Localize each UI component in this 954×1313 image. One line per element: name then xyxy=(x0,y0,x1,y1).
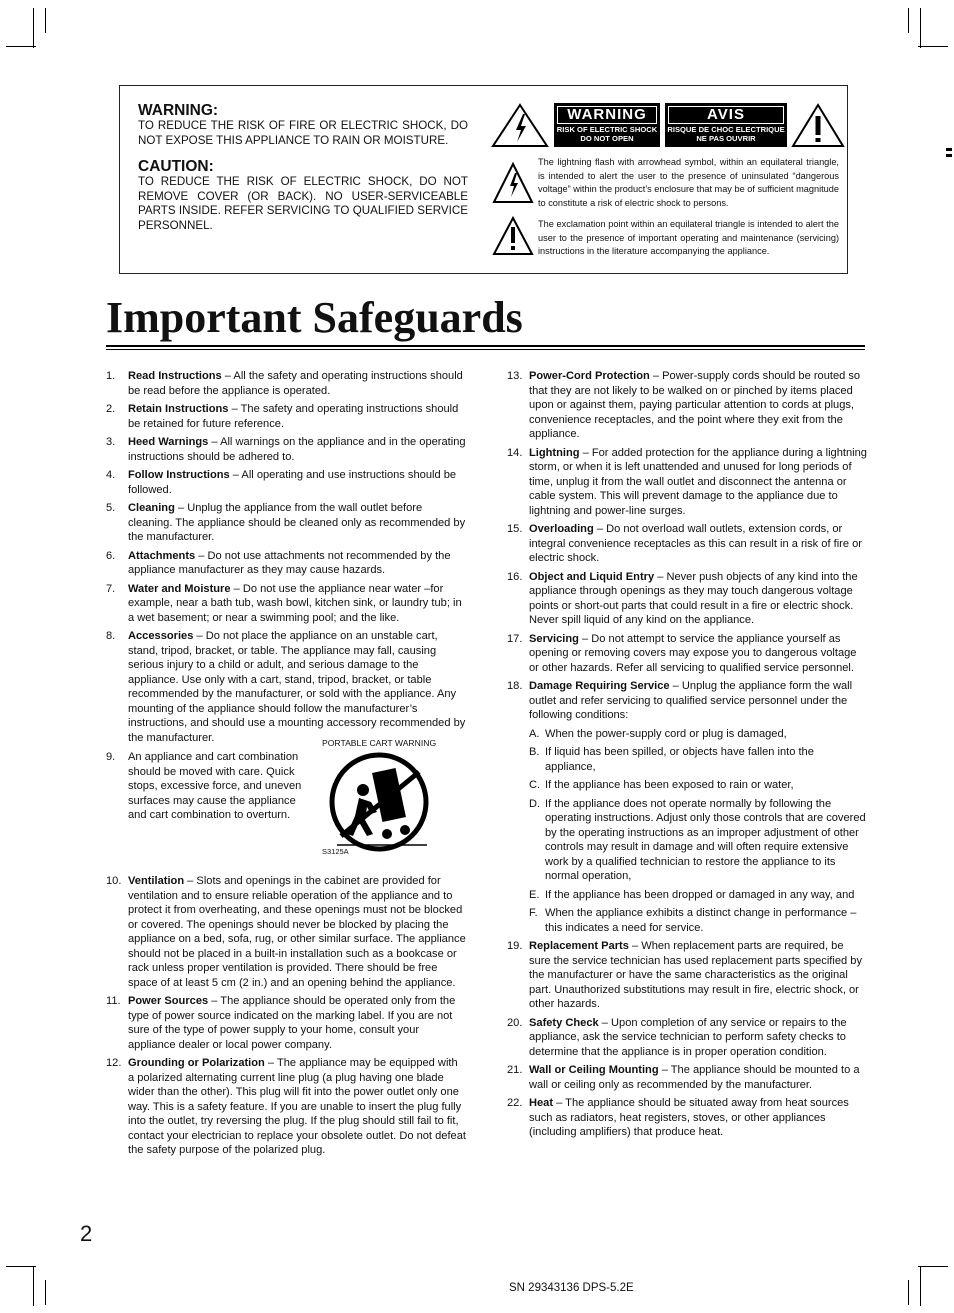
safeguard-item xyxy=(106,549,466,578)
item-text: – Do not overload wall outlets, extension cords, or integral convenience receptacles as this can result in a risk of fire or electric shock. xyxy=(529,523,862,564)
warning-text: TO REDUCE THE RISK OF FIRE OR ELECTRIC SHOCK, DO NOT EXPOSE THIS APPLIANCE TO RAIN OR MOISTURE. xyxy=(138,119,468,147)
item-title: Servicing xyxy=(529,632,579,645)
item-number: 18. xyxy=(507,680,523,692)
margin-mark xyxy=(946,154,952,157)
warning-label-title: WARNING xyxy=(557,106,657,124)
margin-mark xyxy=(946,148,952,151)
item-number: 1. xyxy=(106,370,116,382)
item-title: Damage Requiring Service xyxy=(529,680,670,692)
item-text: – Slots and openings in the cabinet are provided for ventilation and to ensure reliable operation of the appliance and to protect it from overheating, and these openings must not be blocked or covered. The openings should never be blocked by placing the appliance on a bed, sofa, rug, or other similar surface. The appliance should not be placed in a built-in installation such as a bookcase or rack unless proper ventilation is provided. There should be free space of at least 5 cm (2 in.) and an opening behind the appliance. xyxy=(128,875,466,989)
condition-letter: E. xyxy=(529,888,540,901)
item-number: 12. xyxy=(106,1057,122,1069)
item-text: – Unplug the appliance form the wall outlet and refer servicing to qualified service personnel under the following conditions: xyxy=(529,680,853,721)
exclamation-triangle-icon xyxy=(492,216,534,256)
warning-heading: WARNING: xyxy=(138,102,219,119)
safeguard-item xyxy=(106,582,466,626)
avis-label-line2: NE PAS OUVRIR xyxy=(696,134,756,143)
safeguard-item xyxy=(106,501,466,545)
item-title: Accessories xyxy=(128,630,194,642)
item-title: Read Instructions xyxy=(128,370,222,382)
right-item-list-b xyxy=(507,939,867,1140)
item-title: Power Sources xyxy=(128,995,209,1007)
left-column xyxy=(106,369,466,749)
item-text: – The appliance should be operated only from the type of power source indicated on the marking label. If you are not sure of the type of power supply to your home, consult your appliance dealer or local power company. xyxy=(128,995,456,1051)
item-text: – All the safety and operating instructions should be read before the appliance is operated. xyxy=(128,370,463,397)
item-text: – The appliance should be mounted to a wall or ceiling only as recommended by the manufacturer. xyxy=(529,1064,860,1091)
condition-item xyxy=(529,745,867,774)
item-number: 4. xyxy=(106,469,116,481)
cart-warning-icon xyxy=(327,750,431,854)
item-title: Lightning xyxy=(529,446,580,459)
item-text: – Do not place the appliance on an unstable cart, stand, tripod, bracket, or table. The appliance may fall, causing serious injury to a child or adult, and serious damage to the appliance. Use only with a cart, stand, tripod, bracket, or table recommended by the manufacturer, or sold with the appliance. Any mounting of the appliance should follow the manufacturer’s instructions, and should use a mounting accessory recommended by the manufacturer. xyxy=(128,630,466,744)
safeguard-item xyxy=(507,1096,867,1140)
item-text: – All warnings on the appliance and in the operating instructions should be adhered to. xyxy=(128,436,466,463)
item-text: – Do not use the appliance near water –for example, near a bath tub, wash bowl, kitchen sink, or laundry tub; in a wet basement; or near a swimming pool; and the like. xyxy=(128,582,462,624)
item-text: – Upon completion of any service or repairs to the appliance, ask the service technician to perform safety checks to determine that the appliance is in proper operation condition. xyxy=(529,1016,847,1058)
item-title: Water and Moisture xyxy=(128,582,231,595)
item-text: – The appliance may be equipped with a polarized alternating current line plug (a plug having one blade wider than the other). This plug will fit into the power outlet only one way. This is a safety feature. If you are unable to insert the plug fully into the outlet, try reversing the plug. If the plug should still fail to fit, contact your electrician to replace your obsolete outlet. Do not defeat the safety purpose of the polarized plug. xyxy=(128,1057,466,1156)
lightning-symbol-text: The lightning flash with arrowhead symbol, within an equilateral triangle, is intended to alert the user to the presence of uninsulated “dangerous voltage” within the product’s enclosure that may be of sufficient magnitude to constitute a risk of electric shock to persons. xyxy=(538,157,839,208)
lightning-triangle-icon xyxy=(492,162,534,204)
item-number: 22. xyxy=(507,1097,523,1109)
item-number: 11. xyxy=(106,995,121,1007)
item-text: – When replacement parts are required, be sure the service technician has used replacement parts specified by the manufacturer or have the same characteristics as the original part. Unauthorized substitutions may result in fire, electric shock, or other hazards. xyxy=(529,940,862,1010)
item-text: – The safety and operating instructions should be retained for future reference. xyxy=(128,403,459,430)
safeguard-item xyxy=(507,1063,867,1092)
item-title: Grounding or Polarization xyxy=(128,1057,265,1069)
item-text: An appliance and cart combination should be moved with care. Quick stops, excessive force, and uneven surfaces may cause the appliance and cart combination to overturn. xyxy=(128,751,302,821)
condition-letter: A. xyxy=(529,727,540,740)
title-rule xyxy=(106,345,865,347)
caution-heading: CAUTION: xyxy=(138,158,214,176)
condition-text: If the appliance does not operate normally by following the operating instructions. Adjust only those controls that are covered by the operating instructions as an improper adjustment of other controls may result in damage and will often require extensive work by a qualified technician to restore the appliance to its normal operation, xyxy=(545,797,866,882)
title-rule xyxy=(106,349,865,350)
item-text: – Power-supply cords should be routed so that they are not likely to be walked on or pinched by items placed upon or against them, paying particular attention to cords at plugs, convenience receptacles, and the point where they exit from the appliance. xyxy=(529,370,861,440)
item-text: – Unplug the appliance from the wall outlet before cleaning. The appliance should be cleaned only as recommended by the manufacturer. xyxy=(128,502,466,543)
item-number: 5. xyxy=(106,502,116,514)
item-title: Power-Cord Protection xyxy=(529,370,650,382)
safeguard-item xyxy=(507,369,867,442)
item-title: Wall or Ceiling Mounting xyxy=(529,1064,659,1076)
item-number: 15. xyxy=(507,523,523,535)
condition-text: When the appliance exhibits a distinct change in performance – this indicates a need for service. xyxy=(545,907,857,934)
item-number: 16. xyxy=(507,570,523,583)
item-number: 7. xyxy=(106,582,116,595)
condition-text: If the appliance has been dropped or damaged in any way, and xyxy=(545,888,855,901)
condition-text: When the power-supply cord or plug is damaged, xyxy=(545,727,787,740)
crop-mark xyxy=(908,8,909,33)
item-title: Follow Instructions xyxy=(128,469,230,481)
caution-text: TO REDUCE THE RISK OF ELECTRIC SHOCK, DO NOT REMOVE COVER (OR BACK). NO USER-SERVICEABLE PARTS INSIDE. REFER SERVICING TO QUALIFIED SERVICE PERSONNEL. xyxy=(138,175,468,232)
item-title: Heed Warnings xyxy=(128,436,209,448)
item-number: 8. xyxy=(106,630,116,642)
item-text: – All operating and use instructions should be followed. xyxy=(128,469,457,496)
item-number: 21. xyxy=(507,1064,523,1076)
crop-mark xyxy=(918,46,948,47)
safeguard-item xyxy=(507,679,867,723)
crop-mark xyxy=(6,1266,36,1267)
item-number: 6. xyxy=(106,549,116,562)
damage-conditions-list xyxy=(507,727,867,936)
safeguard-item xyxy=(106,994,466,1052)
item-number: 20. xyxy=(507,1016,523,1029)
safeguard-item xyxy=(106,402,466,431)
warning-label xyxy=(554,103,660,147)
item-title: Heat xyxy=(529,1097,554,1109)
condition-item xyxy=(529,797,867,884)
cart-caption: PORTABLE CART WARNING xyxy=(322,738,437,748)
item-number: 9. xyxy=(106,751,116,763)
avis-label-title: AVIS xyxy=(668,106,784,124)
footer-code: SN 29343136 DPS-5.2E xyxy=(509,1282,634,1294)
crop-mark xyxy=(908,1280,909,1305)
item-title: Ventilation xyxy=(128,875,185,887)
safeguard-item xyxy=(106,468,466,497)
safeguard-item xyxy=(507,522,867,566)
lightning-triangle-icon xyxy=(490,102,550,148)
item-number: 3. xyxy=(106,436,116,448)
item-number: 17. xyxy=(507,632,523,645)
safeguard-item xyxy=(507,632,867,676)
safeguard-item xyxy=(507,570,867,628)
safeguard-item xyxy=(106,874,466,990)
exclamation-symbol-text: The exclamation point within an equilateral triangle is intended to alert the user to the presence of important operating and maintenance (servicing) instructions in the literature accompanying the appliance. xyxy=(538,219,839,256)
condition-letter: F. xyxy=(529,907,538,919)
item-text: – Never push objects of any kind into the appliance through openings as they may touch dangerous voltage points or short-out parts that could result in a fire or electric shock. Never spill liquid of any kind on the appliance. xyxy=(529,570,858,626)
safeguard-item xyxy=(507,939,867,1012)
warning-caution-block xyxy=(138,102,468,234)
safeguard-item xyxy=(106,369,466,398)
item-text: – Do not attempt to service the appliance yourself as opening or removing covers may expose you to dangerous voltage or other hazards. Refer all servicing to qualified service personnel. xyxy=(529,632,857,674)
crop-mark xyxy=(6,46,36,47)
item-title: Cleaning xyxy=(128,502,175,514)
item-title: Replacement Parts xyxy=(529,940,629,952)
item-title: Attachments xyxy=(128,549,196,562)
avis-label xyxy=(665,103,787,147)
crop-mark xyxy=(918,1266,948,1267)
item-9 xyxy=(106,750,306,823)
safeguard-item xyxy=(106,435,466,464)
warning-box xyxy=(119,85,848,274)
item-number: 10. xyxy=(106,875,122,887)
item-number: 19. xyxy=(507,940,523,952)
condition-letter: B. xyxy=(529,746,540,758)
warning-label-line2: DO NOT OPEN xyxy=(580,134,634,143)
crop-mark xyxy=(45,1280,46,1305)
left-column-b xyxy=(106,874,466,1162)
crop-mark xyxy=(33,8,34,48)
crop-mark xyxy=(920,1266,921,1306)
exclamation-triangle-icon xyxy=(790,102,846,148)
avis-label-line1: RISQUE DE CHOC ELECTRIQUE xyxy=(667,125,785,134)
condition-item xyxy=(529,888,867,903)
cart-code: S3125A xyxy=(322,847,349,856)
item-text: – The appliance should be situated away from heat sources such as radiators, heat registers, stoves, or other appliances (including amplifiers) that produce heat. xyxy=(529,1097,849,1138)
item-text: – For added protection for the appliance during a lightning storm, or when it is left unattended and unused for long periods of time, unplug it from the wall outlet and disconnect the antenna or cable system. This will prevent damage to the appliance due to lightning and power-line surges. xyxy=(529,446,867,517)
left-item-list xyxy=(106,369,466,745)
item-title: Retain Instructions xyxy=(128,403,229,415)
warning-label-line1: RISK OF ELECTRIC SHOCK xyxy=(556,125,658,134)
safeguard-item xyxy=(507,446,867,519)
page-title: Important Safeguards xyxy=(106,293,523,342)
page-number: 2 xyxy=(80,1221,93,1246)
crop-mark xyxy=(920,8,921,48)
item-number: 14. xyxy=(507,446,523,459)
item-title: Safety Check xyxy=(529,1016,599,1029)
condition-text: If the appliance has been exposed to rain or water, xyxy=(545,779,794,791)
safeguard-item xyxy=(106,1056,466,1158)
item-number: 2. xyxy=(106,403,116,415)
right-column xyxy=(507,369,867,1144)
right-item-list xyxy=(507,369,867,723)
item-title: Object and Liquid Entry xyxy=(529,570,655,583)
condition-text: If liquid has been spilled, or objects have fallen into the appliance, xyxy=(545,746,814,773)
safeguard-item xyxy=(507,1016,867,1060)
item-title: Overloading xyxy=(529,523,594,535)
left-item-list-b xyxy=(106,874,466,1158)
condition-item xyxy=(529,778,867,793)
condition-letter: C. xyxy=(529,779,541,791)
item-number: 13. xyxy=(507,370,523,382)
safeguard-item xyxy=(106,629,466,745)
condition-item xyxy=(529,727,867,742)
crop-mark xyxy=(33,1266,34,1306)
item-text: – Do not use attachments not recommended by the appliance manufacturer as they may cause hazards. xyxy=(128,549,451,576)
condition-letter: D. xyxy=(529,797,541,810)
condition-item xyxy=(529,906,867,935)
crop-mark xyxy=(45,8,46,33)
